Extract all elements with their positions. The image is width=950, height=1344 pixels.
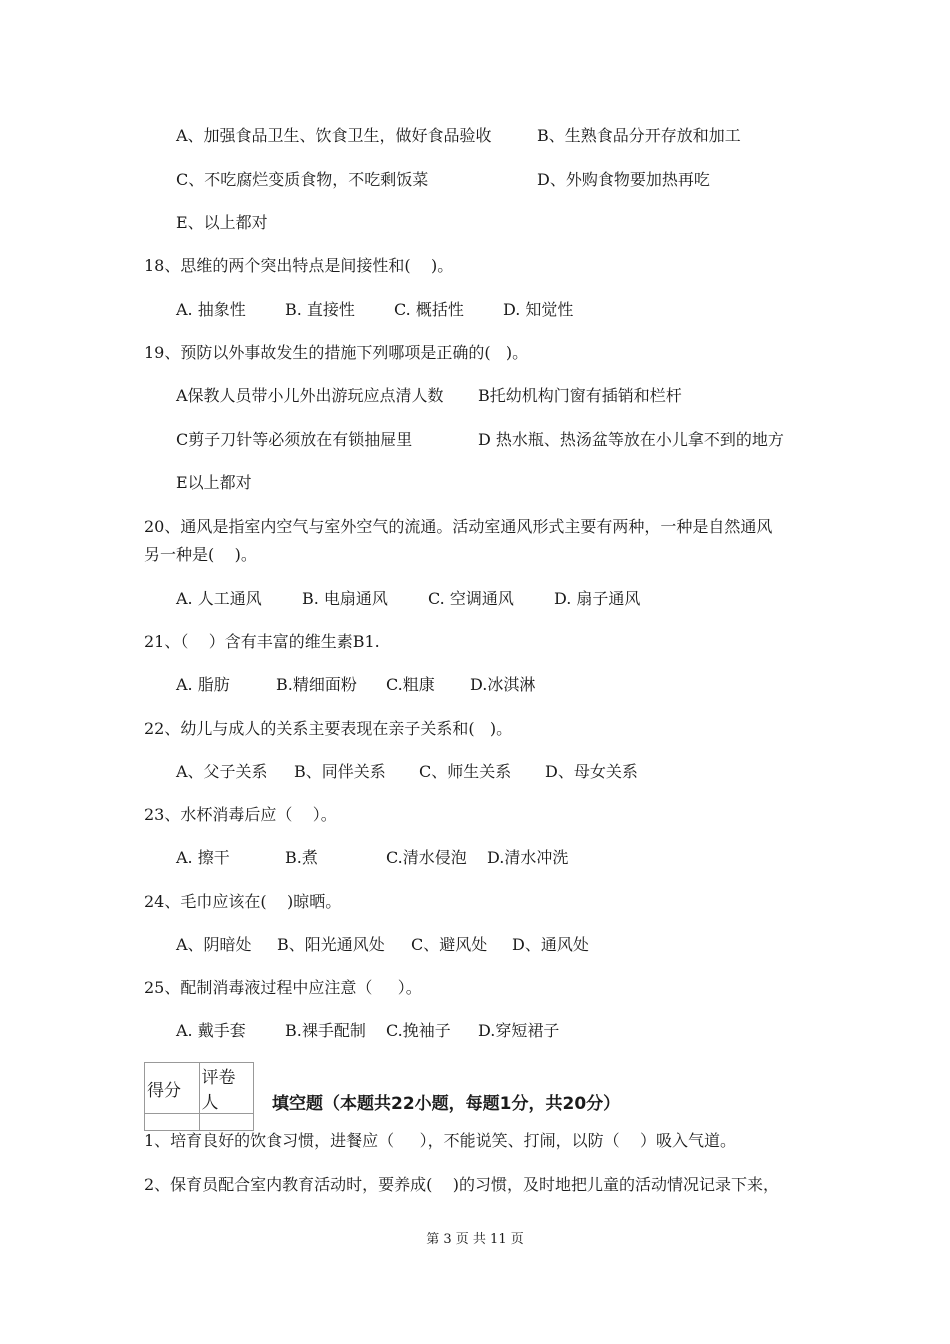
q22-option-c: C、师生关系 xyxy=(419,762,512,781)
grader-cell xyxy=(199,1114,254,1131)
q25-option-d: D.穿短裙子 xyxy=(478,1021,560,1040)
q18-option-c: C. 概括性 xyxy=(394,300,464,319)
q20-option-d: D. 扇子通风 xyxy=(554,589,641,608)
score-label: 得分 xyxy=(145,1063,200,1114)
score-box xyxy=(144,1062,254,1131)
q21-stem: 21、（ ）含有丰富的维生素B1. xyxy=(144,632,380,651)
q24-option-b: B、阳光通风处 xyxy=(277,935,385,954)
q19-option-c: C剪子刀针等必须放在有锁抽屉里 xyxy=(176,430,413,449)
q22-stem: 22、幼儿与成人的关系主要表现在亲子关系和( )。 xyxy=(144,719,513,738)
fill-q1: 1、培育良好的饮食习惯，进餐应（ ），不能说笑、打闹，以防（ ）吸入气道。 xyxy=(144,1131,736,1150)
q19-option-d: D 热水瓶、热汤盆等放在小儿拿不到的地方 xyxy=(478,430,784,449)
q21-option-b: B.精细面粉 xyxy=(276,675,357,694)
q19-option-e: E以上都对 xyxy=(176,473,252,492)
q17-option-b: B、生熟食品分开存放和加工 xyxy=(537,126,741,145)
q22-option-d: D、母女关系 xyxy=(545,762,638,781)
q24-option-c: C、避风处 xyxy=(411,935,488,954)
q25-option-a: A. 戴手套 xyxy=(176,1021,246,1040)
q17-option-e: E、以上都对 xyxy=(176,213,268,232)
q20-option-c: C. 空调通风 xyxy=(428,589,514,608)
q23-stem: 23、水杯消毒后应（ ）。 xyxy=(144,805,337,824)
q24-option-a: A、阴暗处 xyxy=(176,935,252,954)
q18-option-a: A. 抽象性 xyxy=(176,300,246,319)
q23-option-b: B.煮 xyxy=(285,848,318,867)
q25-option-b: B.裸手配制 xyxy=(285,1021,366,1040)
q22-option-a: A、父子关系 xyxy=(176,762,268,781)
q23-option-a: A. 擦干 xyxy=(176,848,230,867)
q22-option-b: B、同伴关系 xyxy=(294,762,386,781)
q21-option-d: D.冰淇淋 xyxy=(470,675,536,694)
q17-option-c: C、不吃腐烂变质食物，不吃剩饭菜 xyxy=(176,170,429,189)
q19-option-b: B托幼机构门窗有插销和栏杆 xyxy=(478,386,682,405)
q23-option-c: C.清水侵泡 xyxy=(386,848,467,867)
q24-stem: 24、毛巾应该在( )晾晒。 xyxy=(144,892,342,911)
page-footer: 第 3 页 共 11 页 xyxy=(426,1232,524,1247)
q23-option-d: D.清水冲洗 xyxy=(487,848,569,867)
q17-option-d: D、外购食物要加热再吃 xyxy=(537,170,710,189)
q18-stem: 18、思维的两个突出特点是间接性和( )。 xyxy=(144,256,454,275)
q20-option-b: B. 电扇通风 xyxy=(302,589,388,608)
fill-q2: 2、保育员配合室内教育活动时，要养成( )的习惯，及时地把儿童的活动情况记录下来， xyxy=(144,1175,780,1194)
section-title: 填空题（本题共22小题，每题1分，共20分） xyxy=(272,1094,621,1114)
q18-option-d: D. 知觉性 xyxy=(503,300,574,319)
q18-option-b: B. 直接性 xyxy=(285,300,355,319)
grader-label: 评卷人 xyxy=(199,1063,254,1114)
q17-option-a: A、加强食品卫生、饮食卫生，做好食品验收 xyxy=(176,126,492,145)
q20-stem-line1: 20、通风是指室内空气与室外空气的流通。活动室通风形式主要有两种，一种是自然通风 xyxy=(144,517,773,536)
q19-option-a: A保教人员带小儿外出游玩应点清人数 xyxy=(176,386,444,405)
q20-stem-line2: 另一种是( )。 xyxy=(144,545,257,564)
q20-option-a: A. 人工通风 xyxy=(176,589,262,608)
score-cell xyxy=(145,1114,200,1131)
q21-option-c: C.粗康 xyxy=(386,675,435,694)
q25-stem: 25、配制消毒液过程中应注意（ ）。 xyxy=(144,978,422,997)
q25-option-c: C.挽袖子 xyxy=(386,1021,451,1040)
q19-stem: 19、预防以外事故发生的措施下列哪项是正确的( )。 xyxy=(144,343,529,362)
q24-option-d: D、通风处 xyxy=(512,935,589,954)
q21-option-a: A. 脂肪 xyxy=(176,675,230,694)
